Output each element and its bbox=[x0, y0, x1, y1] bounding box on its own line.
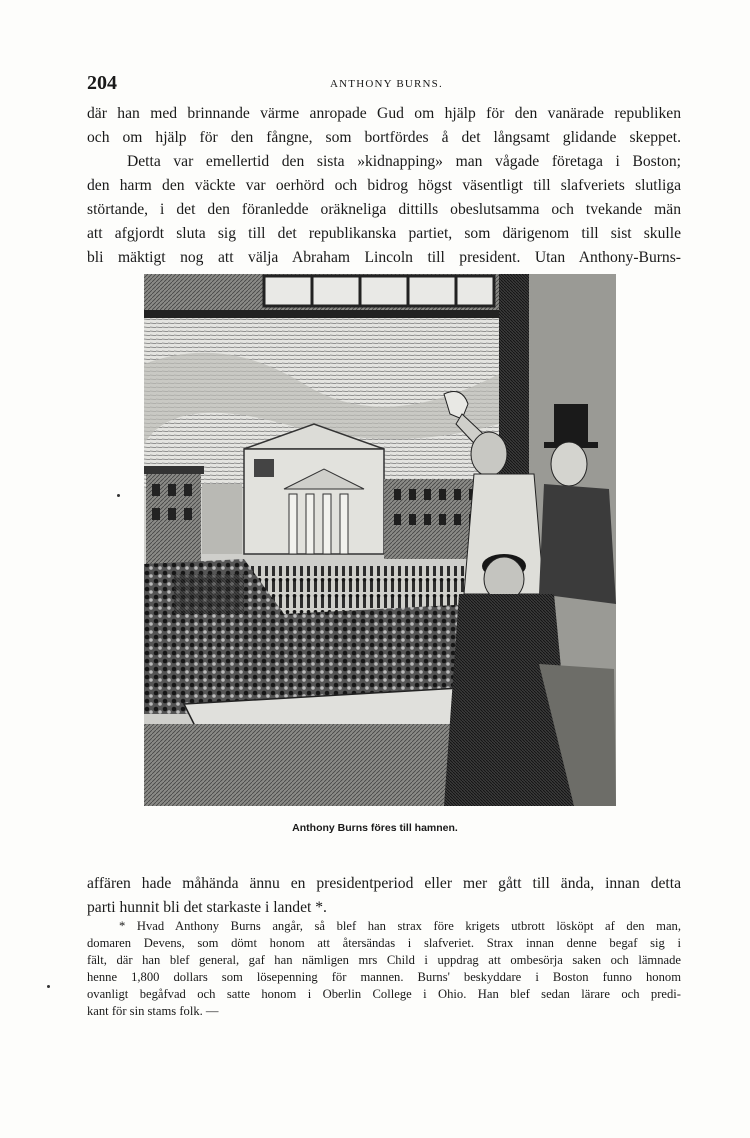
text-line: affären hade måhända ännu en presidentperiod eller mer gått till ända, innan detta bbox=[87, 875, 681, 892]
text-line: och om hjälp för den fångne, som bortfördes å det långsamt glidande skeppet. bbox=[87, 129, 681, 146]
text-line: Detta var emellertid den sista »kidnapping» man vågade företaga i Boston; bbox=[127, 153, 681, 170]
page-number: 204 bbox=[87, 72, 117, 94]
footnote-line: fält, där han blef general, gaf han nämligen mrs Child i uppdrag att ombesörja saken och lämnade bbox=[87, 953, 681, 967]
text-line: parti hunnit bli det starkaste i landet *. bbox=[87, 899, 327, 916]
text-line: störtande, i det den föranledde oräkneliga dittills obeslutsamma och tvekande män bbox=[87, 201, 681, 218]
footnote bbox=[87, 918, 681, 1020]
lower-paragraph bbox=[87, 872, 681, 920]
footnote-line: * Hvad Anthony Burns angår, så blef han strax före krigets utbrott lösköpt af den man, bbox=[119, 919, 681, 933]
text-line: den harm den väckte var oerhörd och bidrog högst väsentligt till slafveriets slutliga bbox=[87, 177, 681, 194]
footnote-line: domaren Devens, som dömt honom att återsändas i slafveriet. Strax innan denne begaf sig i bbox=[87, 936, 681, 950]
footnote-line: kant för sin stams folk. — bbox=[87, 1004, 219, 1018]
print-speck bbox=[117, 494, 120, 497]
text-line: där han med brinnande värme anropade Gud om hjälp för den vanärade republiken bbox=[87, 105, 681, 122]
footnote-line: henne 1,800 dollars som lösepenning för mannen. Burns' beskyddare i Boston funno honom bbox=[87, 970, 681, 984]
top-paragraph bbox=[87, 102, 681, 270]
text-line: att afgjordt sluta sig till det republikanska partiet, som därigenom till sist skulle bbox=[87, 225, 681, 242]
print-speck bbox=[47, 985, 50, 988]
engraving-illustration bbox=[144, 274, 616, 806]
text-line: bli mäktigt nog att välja Abraham Lincoln till president. Utan Anthony-Burns- bbox=[87, 249, 681, 266]
running-head: ANTHONY BURNS. bbox=[330, 78, 443, 90]
footnote-line: ovanligt begåfvad och satte honom i Oberlin College i Ohio. Han blef sedan lärare och predi- bbox=[87, 987, 681, 1001]
illustration-caption: Anthony Burns föres till hamnen. bbox=[292, 822, 458, 834]
